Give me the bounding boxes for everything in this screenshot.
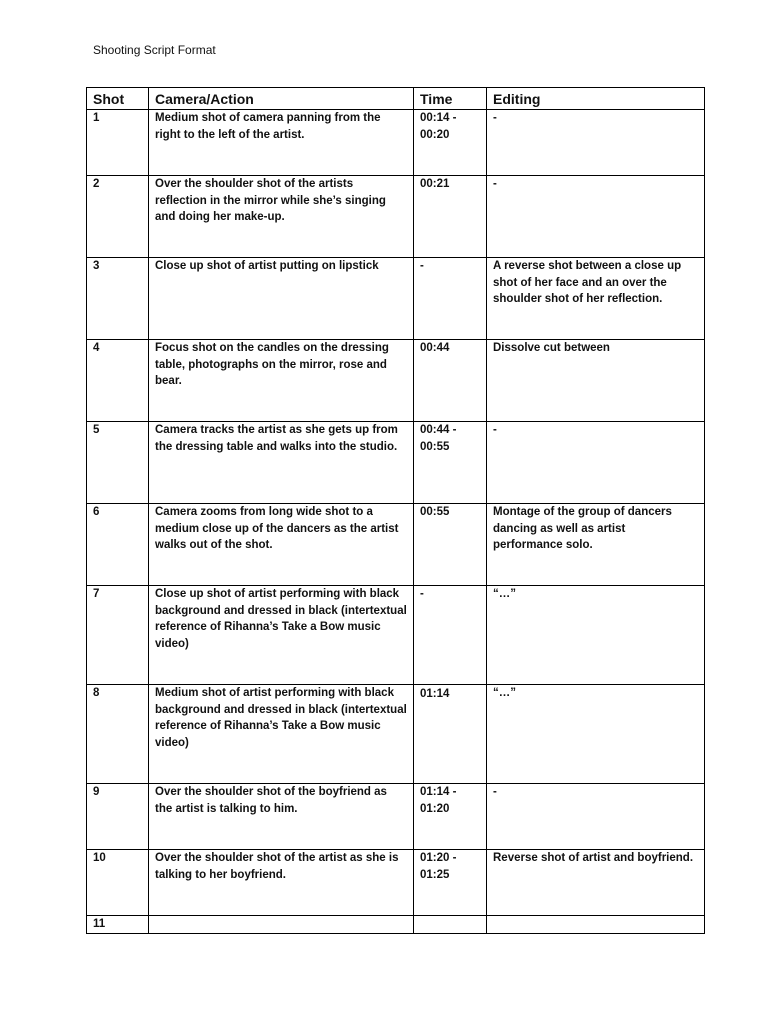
shot-number: 7	[87, 586, 149, 685]
time-cell: 00:21	[414, 176, 487, 258]
camera-action-cell: Medium shot of artist performing with black background and dressed in black (intertextual reference of Rihanna’s Take a Bow music video)	[149, 685, 414, 784]
editing-cell: -	[487, 784, 705, 850]
shot-number: 9	[87, 784, 149, 850]
shot-number: 11	[87, 916, 149, 934]
editing-cell: Reverse shot of artist and boyfriend.	[487, 850, 705, 916]
table-row	[87, 258, 705, 340]
table-row	[87, 586, 705, 685]
camera-action-cell: Close up shot of artist putting on lipstick	[149, 258, 414, 340]
camera-action-cell: Over the shoulder shot of the artists reflection in the mirror while she’s singing and doing her make-up.	[149, 176, 414, 258]
table-row	[87, 340, 705, 422]
table-row	[87, 176, 705, 258]
time-cell	[414, 916, 487, 934]
table-row	[87, 110, 705, 176]
camera-action-cell: Over the shoulder shot of the boyfriend as the artist is talking to him.	[149, 784, 414, 850]
shot-number: 2	[87, 176, 149, 258]
header-shot: Shot	[87, 88, 149, 110]
time-cell: 01:20 - 01:25	[414, 850, 487, 916]
table-row	[87, 422, 705, 504]
shot-number: 4	[87, 340, 149, 422]
shot-number: 8	[87, 685, 149, 784]
shot-number: 6	[87, 504, 149, 586]
editing-cell: -	[487, 422, 705, 504]
camera-action-cell: Focus shot on the candles on the dressing table, photographs on the mirror, rose and bear.	[149, 340, 414, 422]
editing-cell: A reverse shot between a close up shot of her face and an over the shoulder shot of her reflection.	[487, 258, 705, 340]
shooting-script-table	[86, 87, 705, 934]
time-cell: 01:14 - 01:20	[414, 784, 487, 850]
table-row	[87, 784, 705, 850]
editing-cell: Dissolve cut between	[487, 340, 705, 422]
time-cell: 01:14	[414, 685, 487, 784]
table-header-row	[87, 88, 705, 110]
camera-action-cell: Over the shoulder shot of the artist as she is talking to her boyfriend.	[149, 850, 414, 916]
header-editing: Editing	[487, 88, 705, 110]
shot-number: 3	[87, 258, 149, 340]
time-cell: 00:55	[414, 504, 487, 586]
shot-number: 10	[87, 850, 149, 916]
editing-cell: Montage of the group of dancers dancing as well as artist performance solo.	[487, 504, 705, 586]
editing-cell: “…”	[487, 685, 705, 784]
camera-action-cell: Camera tracks the artist as she gets up from the dressing table and walks into the studio.	[149, 422, 414, 504]
camera-action-cell: Close up shot of artist performing with black background and dressed in black (intertextual reference of Rihanna’s Take a Bow music video)	[149, 586, 414, 685]
table-row	[87, 504, 705, 586]
time-cell: 00:44 - 00:55	[414, 422, 487, 504]
header-time: Time	[414, 88, 487, 110]
header-camera-action: Camera/Action	[149, 88, 414, 110]
time-cell: -	[414, 258, 487, 340]
time-cell: 00:14 - 00:20	[414, 110, 487, 176]
table-row	[87, 916, 705, 934]
table-row	[87, 850, 705, 916]
camera-action-cell: Camera zooms from long wide shot to a medium close up of the dancers as the artist walks out of the shot.	[149, 504, 414, 586]
table-row	[87, 685, 705, 784]
document-title: Shooting Script Format	[93, 43, 216, 57]
editing-cell: “…”	[487, 586, 705, 685]
time-cell: 00:44	[414, 340, 487, 422]
time-cell: -	[414, 586, 487, 685]
camera-action-cell: Medium shot of camera panning from the right to the left of the artist.	[149, 110, 414, 176]
camera-action-cell	[149, 916, 414, 934]
editing-cell	[487, 916, 705, 934]
shot-number: 5	[87, 422, 149, 504]
editing-cell: -	[487, 176, 705, 258]
shot-number: 1	[87, 110, 149, 176]
editing-cell: -	[487, 110, 705, 176]
